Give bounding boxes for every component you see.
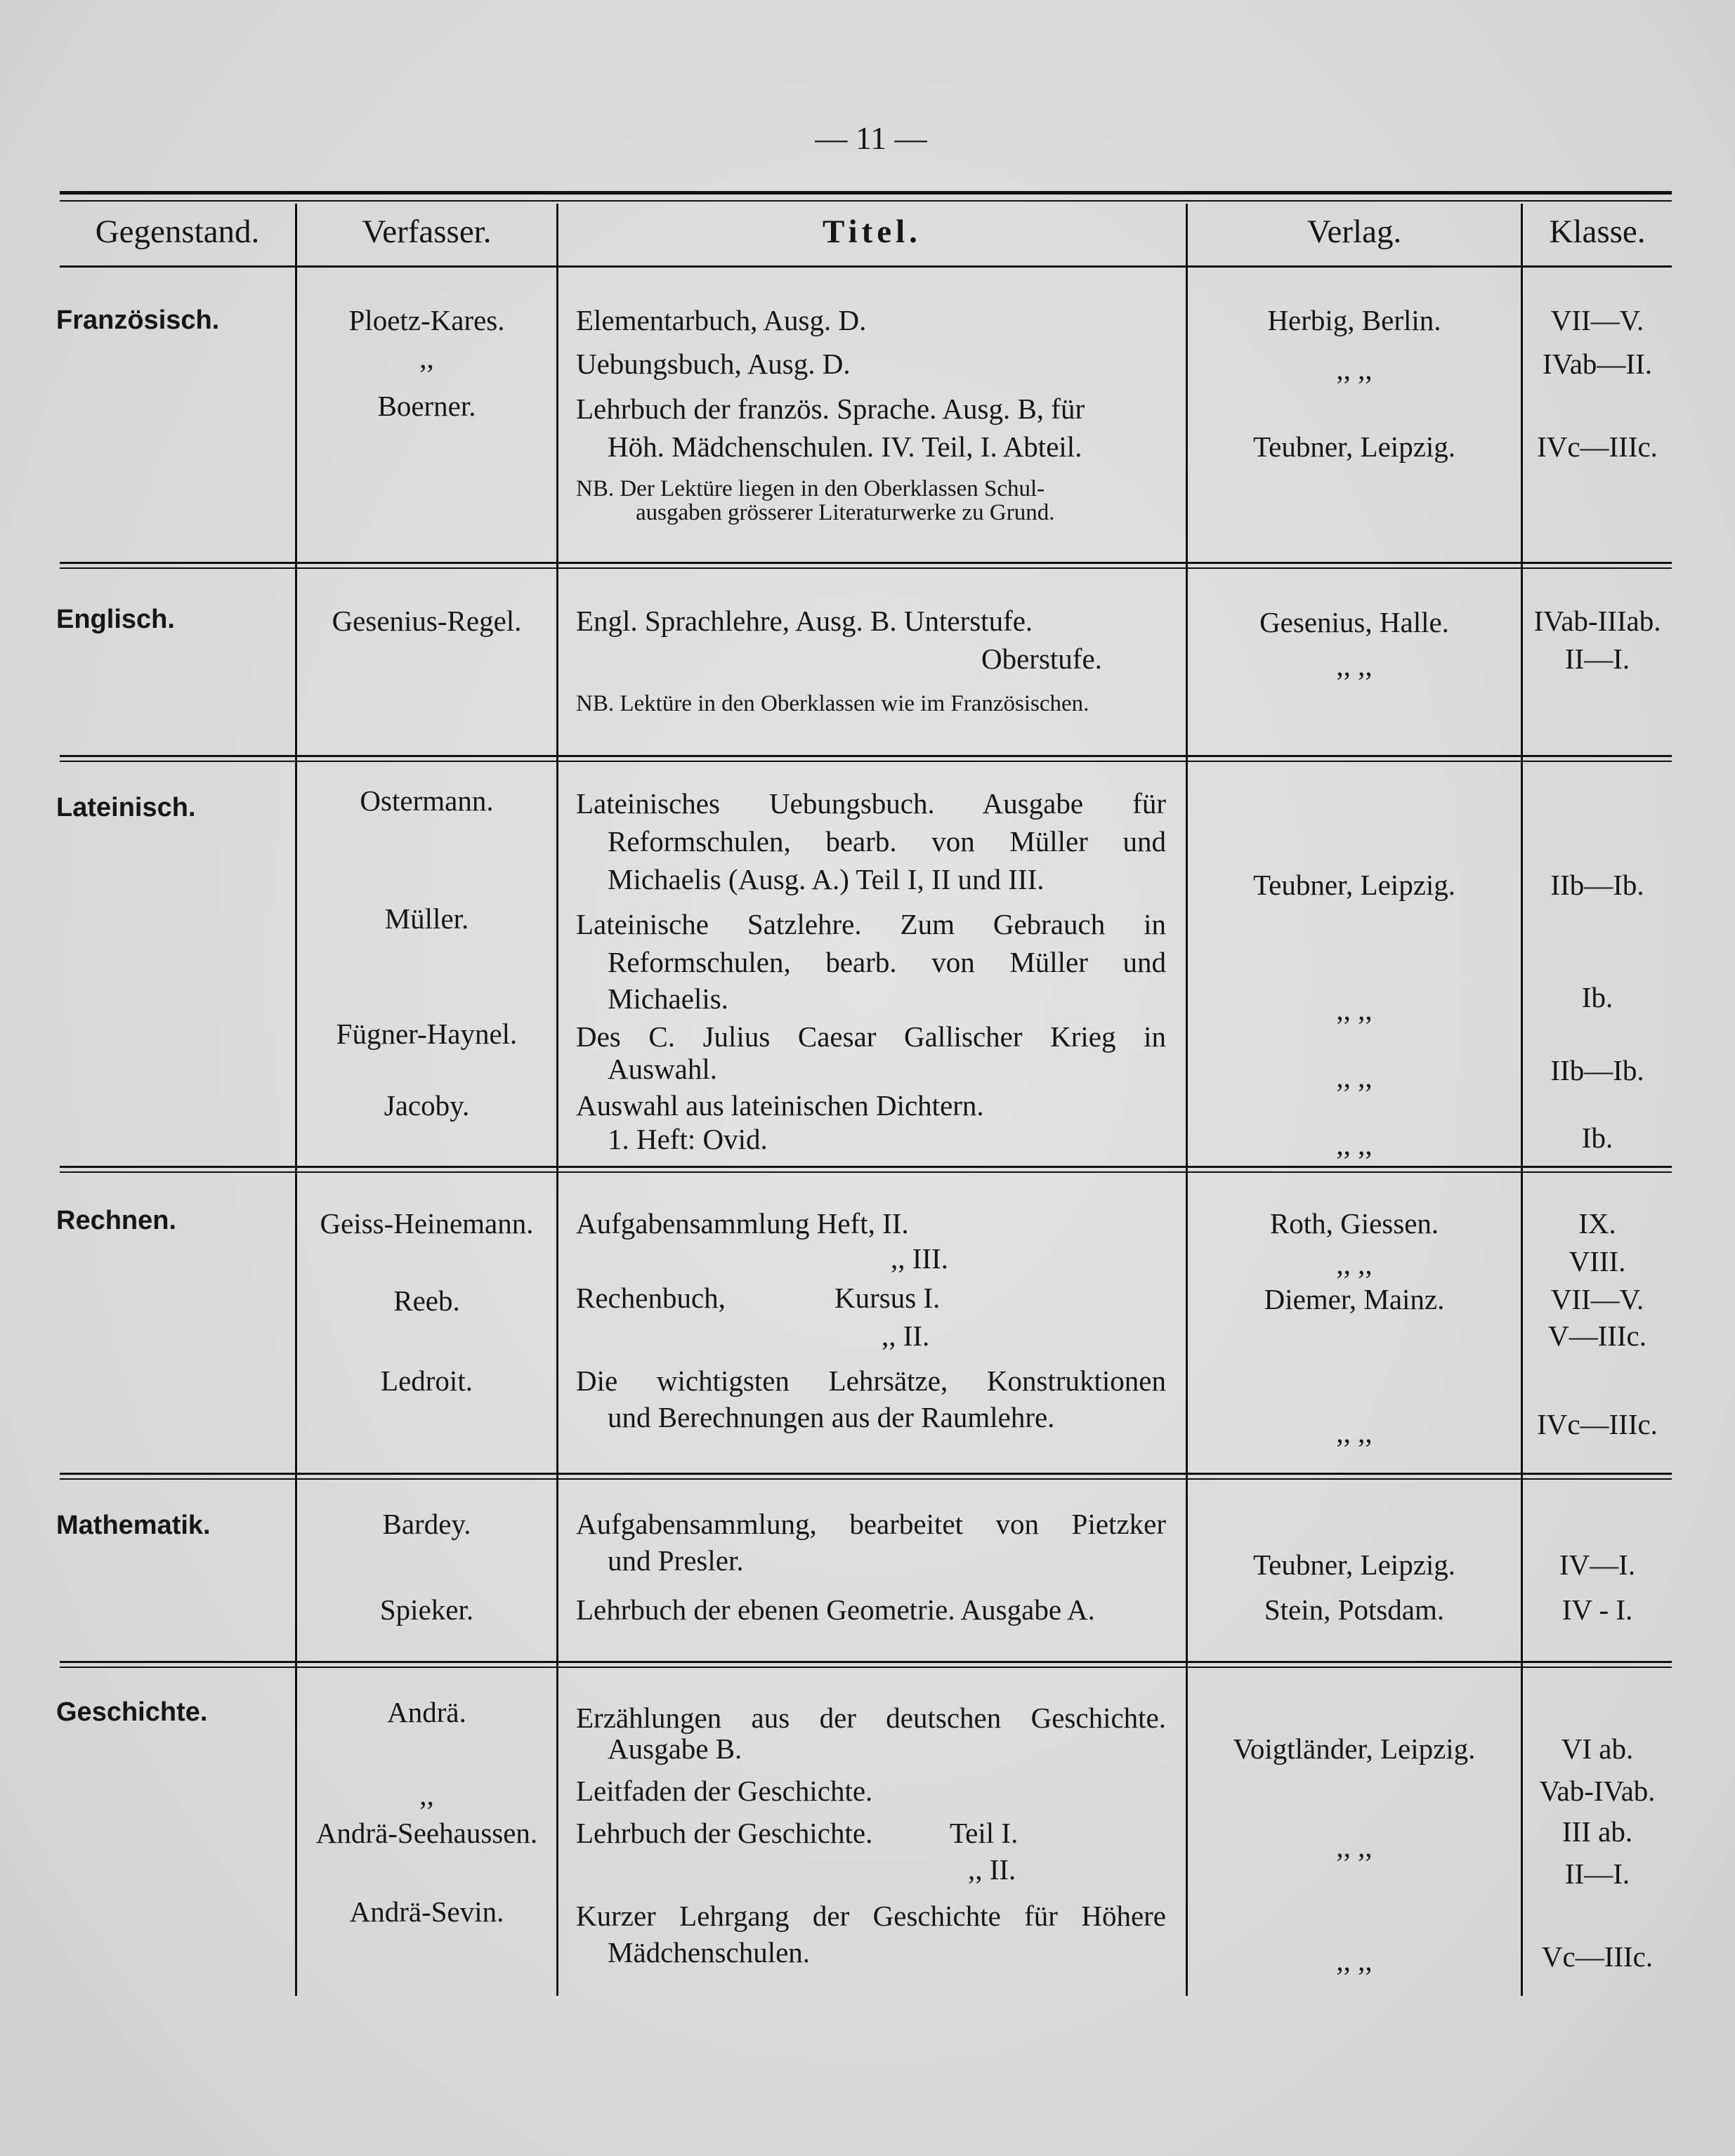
class-entry: Ib. (1581, 1122, 1613, 1154)
title-line: Lehrbuch der ebenen Geometrie. Ausgabe A. (576, 1593, 1095, 1626)
class-entry: II—I. (1564, 1858, 1630, 1890)
top-rule-thin (60, 200, 1672, 202)
author-entry: ,, (419, 342, 434, 374)
subject-label: Französisch. (56, 305, 220, 335)
author-entry: Andrä-Sevin. (349, 1895, 504, 1928)
subject-label: Lateinisch. (56, 793, 196, 822)
class-entry: VII—V. (1550, 304, 1644, 336)
class-entry: IVc—IIIc. (1537, 430, 1658, 463)
class-entry: Vab-IVab. (1539, 1775, 1656, 1807)
class-entry: VI ab. (1561, 1733, 1634, 1765)
title-line: Auswahl aus lateinischen Dichtern. (576, 1089, 984, 1122)
title-line: Auswahl. (608, 1053, 718, 1085)
subject-label: Mathematik. (56, 1511, 211, 1540)
author-entry: Andrä. (387, 1696, 466, 1728)
section-rule (60, 567, 1672, 569)
author-entry: Ploetz-Kares. (348, 304, 505, 336)
publisher-entry: ,, ,, (1336, 1129, 1373, 1161)
class-entry: IV - I. (1562, 1593, 1633, 1626)
note-line: NB. Lektüre in den Oberklassen wie im Französischen. (576, 691, 1089, 716)
section-rule (60, 562, 1672, 564)
class-entry: VII—V. (1550, 1283, 1644, 1315)
publisher-entry: Teubner, Leipzig. (1252, 1549, 1456, 1581)
title-line: und Presler. (608, 1544, 744, 1577)
class-entry: III ab. (1562, 1815, 1633, 1848)
publisher-entry: ,, ,, (1336, 1831, 1373, 1863)
title-line: Aufgabensammlung, bearbeitet von Pietzker (576, 1508, 1166, 1540)
class-entry: II—I. (1564, 643, 1630, 675)
title-line: und Berechnungen aus der Raumlehre. (608, 1401, 1055, 1433)
title-line: ,, II. (882, 1320, 930, 1352)
publisher-entry: Diemer, Mainz. (1264, 1283, 1445, 1315)
author-entry: Jacoby. (384, 1089, 470, 1122)
class-entry: Ib. (1581, 981, 1613, 1013)
title-line: Aufgabensammlung Heft, II. (576, 1207, 909, 1240)
title-line: ,, II. (968, 1853, 1016, 1886)
title-line: Uebungsbuch, Ausg. D. (576, 348, 851, 380)
title-line: Kurzer Lehrgang der Geschichte für Höhere (576, 1900, 1166, 1932)
title-line: Lateinische Satzlehre. Zum Gebrauch in (576, 908, 1166, 940)
title-line: Engl. Sprachlehre, Ausg. B. Unterstufe. (576, 605, 1033, 637)
header-class: Klasse. (1549, 213, 1646, 250)
publisher-entry: ,, ,, (1336, 1416, 1373, 1449)
author-entry: Spieker. (379, 1593, 474, 1626)
title-line: Lehrbuch der Geschichte. (576, 1817, 873, 1849)
subject-label: Englisch. (56, 605, 175, 634)
publisher-entry: ,, ,, (1336, 1248, 1373, 1280)
column-divider (556, 204, 558, 1996)
publisher-entry: ,, ,, (1336, 994, 1373, 1026)
publisher-entry: ,, ,, (1336, 1945, 1373, 1977)
author-entry: Gesenius-Regel. (332, 605, 522, 637)
title-line: Elementarbuch, Ausg. D. (576, 304, 867, 336)
note-line: NB. Der Lektüre liegen in den Oberklassen Schul- (576, 476, 1045, 501)
section-rule (60, 761, 1672, 762)
title-line: Leitfaden der Geschichte. (576, 1775, 873, 1807)
title-line: Mädchenschulen. (608, 1936, 811, 1968)
column-divider (1186, 204, 1188, 1996)
publisher-entry: Teubner, Leipzig. (1252, 869, 1456, 901)
class-entry: V—IIIc. (1547, 1320, 1647, 1352)
title-line: ,, III. (891, 1242, 948, 1275)
class-entry: IIb—Ib. (1550, 1054, 1644, 1086)
title-line: Teil I. (950, 1817, 1019, 1849)
class-entry: IVab-IIIab. (1533, 605, 1661, 637)
title-line: Lehrbuch der französ. Sprache. Ausg. B, für (576, 393, 1085, 425)
title-line: Des C. Julius Caesar Gallischer Krieg in (576, 1020, 1166, 1053)
title-line: Michaelis (Ausg. A.) Teil I, II und III. (608, 863, 1045, 895)
title-line: Lateinisches Uebungsbuch. Ausgabe für (576, 787, 1166, 820)
note-line: ausgaben grösserer Literaturwerke zu Grund. (636, 500, 1055, 525)
author-entry: Müller. (384, 902, 469, 935)
section-rule (60, 1473, 1672, 1475)
author-entry: Ledroit. (381, 1365, 473, 1397)
author-entry: Bardey. (382, 1508, 471, 1540)
publisher-entry: Roth, Giessen. (1269, 1207, 1439, 1240)
title-line: Die wichtigsten Lehrsätze, Konstruktionen (576, 1365, 1166, 1397)
subject-label: Rechnen. (56, 1206, 177, 1235)
section-rule (60, 1478, 1672, 1480)
author-entry: Reeb. (393, 1284, 460, 1317)
publisher-entry: Gesenius, Halle. (1259, 606, 1449, 638)
title-line: Erzählungen aus der deutschen Geschichte. (576, 1702, 1166, 1734)
title-line: Ausgabe B. (608, 1733, 742, 1765)
section-rule (60, 1661, 1672, 1663)
title-line: Höh. Mädchenschulen. IV. Teil, I. Abteil. (608, 430, 1082, 463)
column-divider (1521, 204, 1523, 1996)
publisher-entry: Stein, Potsdam. (1264, 1593, 1445, 1626)
publisher-entry: Herbig, Berlin. (1267, 304, 1441, 336)
title-line: Reformschulen, bearb. von Müller und (608, 825, 1166, 857)
author-entry: Andrä-Seehaussen. (315, 1817, 538, 1849)
publisher-entry: ,, ,, (1336, 650, 1373, 682)
title-line: Reformschulen, bearb. von Müller und (608, 946, 1166, 978)
header-subject: Gegenstand. (95, 213, 260, 250)
subject-label: Geschichte. (56, 1697, 208, 1727)
header-author: Verfasser. (362, 213, 492, 250)
author-entry: Ostermann. (360, 784, 494, 817)
author-entry: Fügner-Haynel. (336, 1018, 518, 1050)
class-entry: VIII. (1569, 1245, 1626, 1277)
publisher-entry: ,, ,, (1336, 1061, 1373, 1093)
author-entry: ,, (419, 1779, 434, 1811)
title-line: 1. Heft: Ovid. (608, 1123, 768, 1155)
title-line: Rechenbuch, (576, 1282, 726, 1314)
class-entry: IIb—Ib. (1550, 869, 1644, 901)
page-number: — 11 — (815, 120, 927, 156)
publisher-entry: Voigtländer, Leipzig. (1233, 1733, 1476, 1765)
class-entry: IX. (1578, 1207, 1616, 1240)
section-rule (60, 1667, 1672, 1668)
class-entry: IVab—II. (1543, 348, 1652, 380)
publisher-entry: ,, ,, (1336, 353, 1373, 386)
section-rule (60, 755, 1672, 757)
publisher-entry: Teubner, Leipzig. (1252, 430, 1456, 463)
author-entry: Geiss-Heinemann. (320, 1207, 534, 1240)
header-title: Titel. (823, 213, 922, 250)
title-line: Kursus I. (834, 1282, 941, 1314)
author-entry: Boerner. (377, 390, 476, 422)
title-line: Michaelis. (608, 982, 728, 1015)
header-rule (60, 265, 1672, 268)
class-entry: IV—I. (1559, 1549, 1636, 1581)
section-rule (60, 1166, 1672, 1168)
class-entry: Vc—IIIc. (1541, 1940, 1654, 1973)
header-publisher: Verlag. (1307, 213, 1402, 250)
section-rule (60, 1171, 1672, 1173)
class-entry: IVc—IIIc. (1537, 1408, 1658, 1440)
title-line: Oberstufe. (981, 643, 1102, 675)
top-rule (60, 191, 1672, 195)
